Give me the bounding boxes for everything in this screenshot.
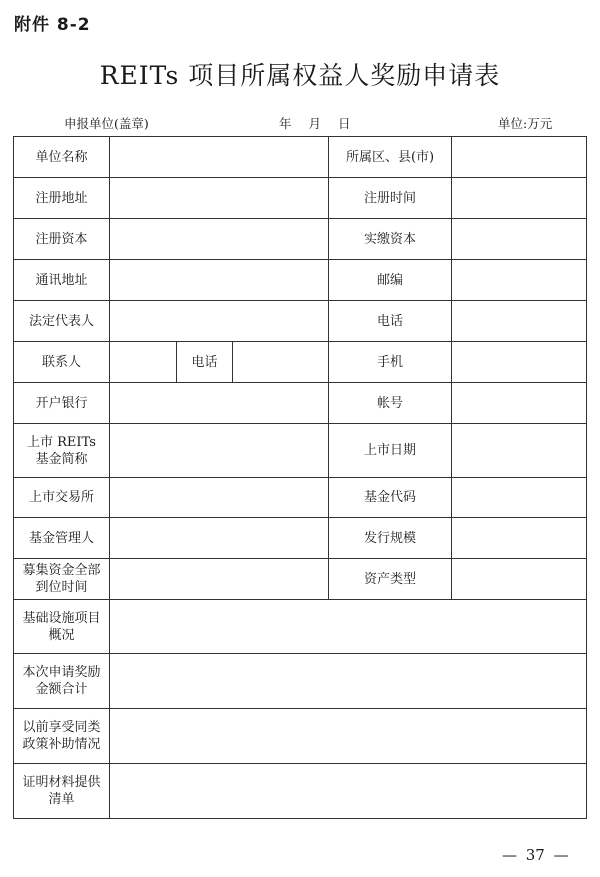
unit-name-field[interactable]: [110, 137, 329, 178]
row-unit-name: [14, 137, 587, 178]
row-fund-manager: [14, 518, 587, 559]
row-funds-arrival: [14, 559, 587, 600]
phone-label: 电话: [329, 301, 452, 342]
prior-subsidy-label: [14, 709, 110, 764]
mail-address-label: 通讯地址: [14, 260, 110, 301]
contact-phone-field[interactable]: [233, 342, 329, 383]
contact-phone-label: 电话: [177, 342, 233, 383]
page-number: — 37 —: [502, 846, 569, 864]
mail-address-field[interactable]: [110, 260, 329, 301]
reward-total-label: [14, 654, 110, 709]
row-legal-rep: [14, 301, 587, 342]
row-materials: [14, 764, 587, 819]
issue-scale-label: 发行规模: [329, 518, 452, 559]
materials-line1: 证明材料提供: [22, 775, 101, 790]
reg-capital-field[interactable]: [110, 219, 329, 260]
fund-code-label: 基金代码: [329, 478, 452, 518]
row-reward-total: [14, 654, 587, 709]
legal-rep-label: 法定代表人: [14, 301, 110, 342]
mobile-field[interactable]: [452, 342, 587, 383]
paid-capital-field[interactable]: [452, 219, 587, 260]
funds-arrival-line1: 募集资金全部: [22, 563, 101, 578]
fund-short-name-label: [14, 424, 110, 478]
listing-date-field[interactable]: [452, 424, 587, 478]
row-contact: [14, 342, 587, 383]
reg-capital-label: 注册资本: [14, 219, 110, 260]
attachment-label: 附件 8-2: [14, 15, 91, 35]
fund-short-name-line1: 上市 REITs: [27, 434, 96, 450]
unit-name-label: 单位名称: [14, 137, 110, 178]
asset-type-label: 资产类型: [329, 559, 452, 600]
district-field[interactable]: [452, 137, 587, 178]
reward-total-line2: 金额合计: [35, 682, 88, 697]
fund-manager-label: 基金管理人: [14, 518, 110, 559]
exchange-label: 上市交易所: [14, 478, 110, 518]
row-bank: [14, 383, 587, 424]
reg-address-field[interactable]: [110, 178, 329, 219]
reg-address-label: 注册地址: [14, 178, 110, 219]
date-label: 年 月 日: [279, 116, 351, 131]
row-project-overview: [14, 600, 587, 654]
row-registration: [14, 178, 587, 219]
prior-subsidy-field[interactable]: [110, 709, 587, 764]
legal-rep-field[interactable]: [110, 301, 329, 342]
funds-arrival-label: [14, 559, 110, 600]
fund-short-name-field[interactable]: [110, 424, 329, 478]
materials-label: [14, 764, 110, 819]
postcode-field[interactable]: [452, 260, 587, 301]
currency-unit-label: 单位:万元: [498, 116, 553, 131]
paid-capital-label: 实缴资本: [329, 219, 452, 260]
reward-total-line1: 本次申请奖励: [22, 665, 101, 680]
district-label: 所属区、县(市): [329, 137, 452, 178]
funds-arrival-field[interactable]: [110, 559, 329, 600]
row-capital: [14, 219, 587, 260]
phone-field[interactable]: [452, 301, 587, 342]
account-field[interactable]: [452, 383, 587, 424]
row-exchange: [14, 478, 587, 518]
project-overview-label: [14, 600, 110, 654]
listing-date-label: 上市日期: [329, 424, 452, 478]
row-mail-address: [14, 260, 587, 301]
postcode-label: 邮编: [329, 260, 452, 301]
prior-subsidy-line1: 以前享受同类: [22, 720, 101, 735]
project-overview-line1: 基础设施项目: [22, 610, 101, 626]
fund-code-field[interactable]: [452, 478, 587, 518]
materials-field[interactable]: [110, 764, 587, 819]
bank-label: 开户银行: [14, 383, 110, 424]
applicant-unit-label: 申报单位(盖章): [64, 116, 149, 131]
row-fund-short-name: [14, 424, 587, 478]
reward-total-field[interactable]: [110, 654, 587, 709]
exchange-field[interactable]: [110, 478, 329, 518]
project-overview-line2: 概况: [48, 627, 75, 643]
contact-label: 联系人: [14, 342, 110, 383]
funds-arrival-line2: 到位时间: [35, 580, 88, 595]
project-overview-field[interactable]: [110, 600, 587, 654]
contact-field[interactable]: [110, 342, 177, 383]
reg-time-label: 注册时间: [329, 178, 452, 219]
application-form-table: [13, 136, 587, 819]
reg-time-field[interactable]: [452, 178, 587, 219]
account-label: 帐号: [329, 383, 452, 424]
prior-subsidy-line2: 政策补助情况: [22, 737, 101, 752]
bank-field[interactable]: [110, 383, 329, 424]
form-title: REITs 项目所属权益人奖励申请表: [99, 61, 501, 90]
row-prior-subsidy: [14, 709, 587, 764]
fund-short-name-line2: 基金简称: [35, 451, 88, 467]
asset-type-field[interactable]: [452, 559, 587, 600]
fund-manager-field[interactable]: [110, 518, 329, 559]
issue-scale-field[interactable]: [452, 518, 587, 559]
materials-line2: 清单: [48, 792, 75, 807]
mobile-label: 手机: [329, 342, 452, 383]
